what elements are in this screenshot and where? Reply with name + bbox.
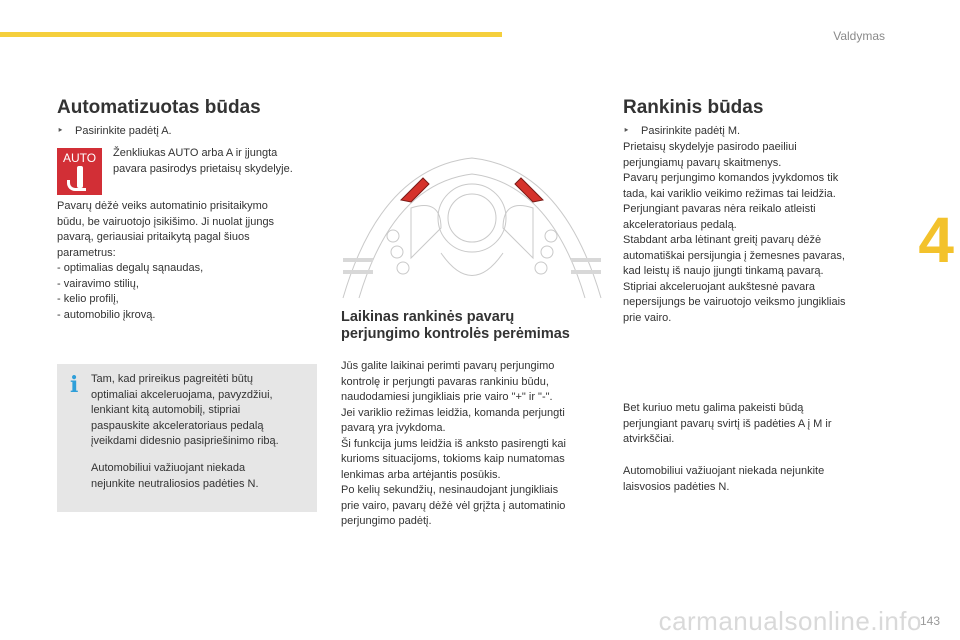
chapter-number: 4 (918, 204, 954, 276)
section-title: Valdymas (833, 29, 885, 43)
text-line: Pavarų dėžė veiks automatinio prisitaikymo (57, 200, 268, 212)
text-line: Bet kuriuo metu galima pakeisti būdą (623, 402, 804, 414)
text-line: Automobiliui važiuojant niekada (91, 462, 246, 474)
info-icon: i (70, 372, 79, 398)
text-line: kurioms situacijoms, tokioms kaip numatomas (341, 453, 565, 465)
manual-note-2 (623, 464, 824, 495)
info-text-2 (91, 461, 259, 492)
text-line: nepersijungs be vairuotojo veiksmo jungikliais (623, 296, 846, 308)
text-line: atvirkščiai. (623, 433, 675, 445)
list-item: - optimalias degalų sąnaudas, (57, 262, 204, 274)
auto-badge-desc-line1: Ženkliukas AUTO arba A ir įjungta (113, 147, 278, 159)
watermark: carmanualsonline.info (658, 606, 922, 636)
text-line: pavarą yra įvykdoma. (341, 422, 446, 434)
text-line: būdu, be vairuotojo įsikišimo. Ji nuolat įjungs (57, 215, 275, 228)
temp-mode-title (341, 309, 570, 343)
text-line: Automobiliui važiuojant niekada nejunkite (623, 465, 825, 477)
auto-paragraph (57, 199, 274, 323)
text-line: Jei variklio režimas leidžia, komanda perjungti (341, 406, 565, 419)
text-line: Po kelių sekundžių, nesinaudojant jungikliais (341, 484, 559, 496)
text-line: Stabdant arba lėtinant greitį pavarų dėžė (623, 234, 822, 246)
text-line: laisvosios padėties N. (623, 480, 730, 493)
text-line: Prietaisų skydelyje pasirodo paeiliui (623, 141, 797, 153)
auto-step-text: Pasirinkite padėtį A. (75, 125, 172, 137)
text-line: Jūs galite laikinai perimti pavarų perjungimo (341, 360, 555, 372)
info-text-1 (91, 372, 279, 450)
text-line: perjungiant pavarų svirtį iš padėties A į M ir (623, 417, 832, 430)
temp-title-line2: perjungimo kontrolės perėmimas (341, 326, 570, 342)
manual-step (623, 124, 740, 140)
manual-mode-title: Rankinis būdas (623, 97, 764, 118)
text-line: prie vairo. (623, 311, 672, 324)
text-line: Pavarų perjungimo komandos įvykdomos tik (623, 172, 839, 184)
text-line: lenkimas arba artėjantis posūkis. (341, 468, 501, 481)
auto-badge-desc-line2: pavara pasirodys prietaisų skydelyje. (113, 162, 293, 175)
steering-wheel-illustration (341, 148, 603, 306)
list-item: - automobilio įkrovą. (57, 308, 156, 321)
text-line: Perjungiant pavaras nėra reikalo atleisti (623, 203, 816, 215)
gear-lever-base-icon (67, 180, 86, 191)
list-item: - kelio profilį, (57, 293, 119, 305)
manual-step-text: Pasirinkite padėtį M. (641, 125, 741, 137)
text-line: tada, kai variklio veikimo režimas tai leidžia. (623, 187, 836, 200)
text-line: optimaliai akceleruojama, pavyzdžiui, (91, 388, 273, 401)
text-line: Ši funkcija jums leidžia iš anksto pasirengti kai (341, 437, 566, 450)
text-line: prie vairo, pavarų dėžė vėl grįžta į automatinio (341, 499, 566, 512)
text-line: perjungiamų pavarų skaitmenys. (623, 156, 782, 169)
text-line: parametrus: (57, 246, 116, 259)
temp-paragraph (341, 359, 566, 530)
page-number: 143 (919, 614, 940, 628)
text-line: nejunkite neutraliosios padėties N. (91, 477, 259, 490)
auto-step (57, 124, 172, 140)
text-line: Tam, kad prireikus pagreitėti būtų (91, 373, 254, 385)
auto-badge-icon (57, 148, 102, 195)
text-line: kad leistų iš naujo įjungti tinkamą pavarą. (623, 265, 824, 277)
auto-mode-title: Automatizuotas būdas (57, 97, 261, 118)
auto-badge-desc (113, 146, 293, 177)
list-item: - vairavimo stilių, (57, 277, 139, 290)
auto-badge-label: AUTO (62, 151, 97, 165)
right-paddle-arrow-icon (515, 178, 543, 202)
manual-paragraph (623, 140, 846, 326)
text-line: perjungimo padėtį. (341, 515, 432, 527)
text-line: lenkiant kitą automobilį, stipriai (91, 404, 241, 416)
left-paddle-arrow-icon (401, 178, 429, 202)
text-line: kontrolę ir perjungti pavaras rankiniu būdu, (341, 375, 549, 388)
temp-title-line1: Laikinas rankinės pavarų (341, 309, 515, 325)
manual-note-1 (623, 401, 832, 448)
text-line: pavarą, geriausiai pritaikytą pagal šiuos (57, 231, 250, 243)
accent-bar (0, 32, 502, 37)
text-line: akceleratoriaus pedalą. (623, 218, 737, 231)
text-line: automatiškai persijungia į žemesnes pavaras, (623, 249, 845, 262)
text-line: naudodamiesi jungikliais prie vairo "+" ir "-". (341, 391, 553, 403)
text-line: Stipriai akceleruojant aukštesnė pavara (623, 280, 816, 293)
text-line: įveikdami didesnio pasipriešinimo ribą. (91, 435, 279, 447)
text-line: paspauskite akceleratoriaus pedalą (91, 419, 264, 432)
